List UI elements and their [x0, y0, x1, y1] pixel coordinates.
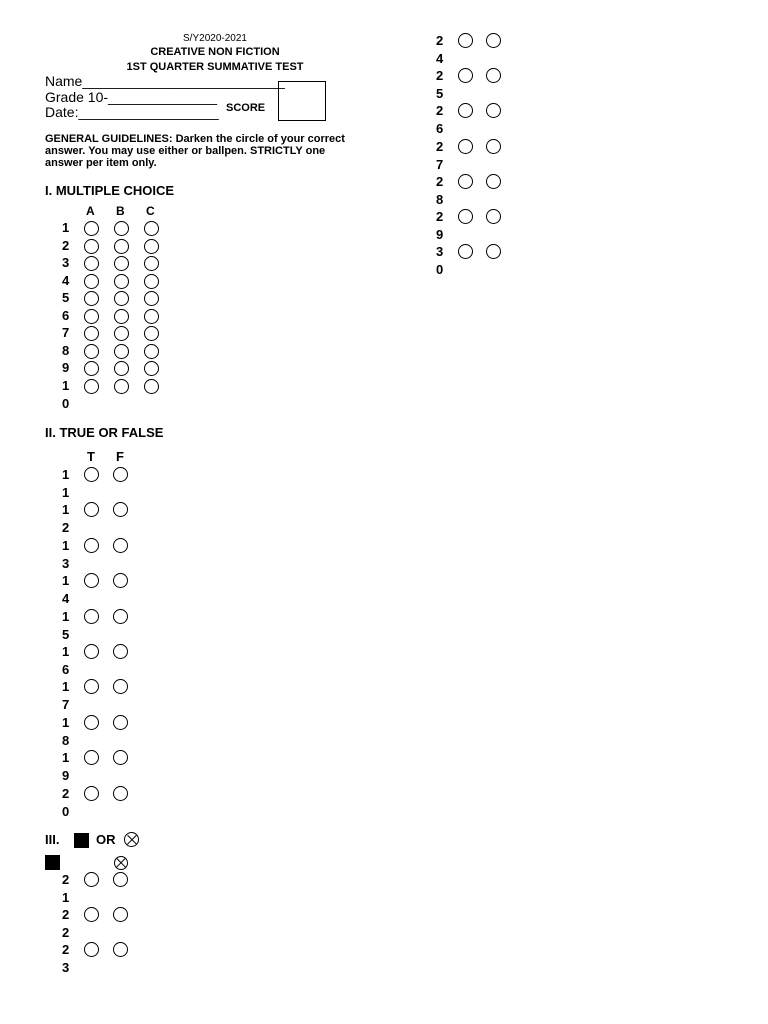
answer-bubble[interactable] — [144, 274, 159, 289]
answer-bubble[interactable] — [114, 326, 129, 341]
score-label: SCORE — [226, 102, 266, 114]
answer-bubble[interactable] — [486, 174, 501, 189]
subject-title: CREATIVE NON FICTION — [150, 46, 280, 58]
answer-bubble[interactable] — [486, 139, 501, 154]
item-number: 1 — [62, 220, 70, 235]
item-number: 2 — [436, 33, 444, 48]
answer-bubble[interactable] — [144, 291, 159, 306]
answer-bubble[interactable] — [114, 256, 129, 271]
answer-bubble[interactable] — [458, 174, 473, 189]
choice-header-f: F — [116, 449, 124, 464]
answer-bubble[interactable] — [458, 103, 473, 118]
answer-bubble[interactable] — [114, 361, 129, 376]
answer-bubble[interactable] — [84, 221, 99, 236]
answer-bubble[interactable] — [486, 209, 501, 224]
item-number: 7 — [62, 325, 70, 340]
answer-bubble[interactable] — [84, 326, 99, 341]
item-number: 9 — [62, 768, 70, 784]
answer-bubble[interactable] — [114, 291, 129, 306]
section-3-prefix: III. — [45, 832, 60, 847]
answer-bubble[interactable] — [113, 538, 128, 553]
item-number: 2 — [62, 925, 70, 940]
answer-bubble[interactable] — [114, 239, 129, 254]
item-number: 1 — [62, 890, 70, 905]
answer-bubble[interactable] — [84, 467, 99, 482]
answer-bubble[interactable] — [113, 573, 128, 588]
item-number: 2 — [436, 138, 444, 154]
answer-bubble[interactable] — [84, 750, 99, 765]
item-number: 2 — [436, 173, 444, 189]
test-title: 1ST QUARTER SUMMATIVE TEST — [126, 61, 304, 73]
filled-square-icon — [74, 833, 89, 848]
circled-x-icon — [124, 832, 139, 847]
item-number: 6 — [62, 662, 70, 677]
answer-bubble[interactable] — [84, 679, 99, 694]
answer-bubble[interactable] — [458, 68, 473, 83]
item-number: 2 — [62, 907, 70, 922]
item-number: 9 — [436, 227, 444, 242]
answer-bubble[interactable] — [84, 502, 99, 517]
choice-header-t: T — [87, 449, 95, 464]
item-number: 2 — [62, 785, 70, 801]
answer-bubble[interactable] — [144, 309, 159, 324]
answer-bubble[interactable] — [84, 786, 99, 801]
item-number: 1 — [62, 502, 70, 518]
answer-bubble[interactable] — [114, 344, 129, 359]
section-3-or: OR — [96, 832, 116, 847]
answer-bubble[interactable] — [144, 256, 159, 271]
answer-bubble[interactable] — [486, 33, 501, 48]
answer-bubble[interactable] — [113, 715, 128, 730]
answer-bubble[interactable] — [84, 715, 99, 730]
item-number: 3 — [62, 555, 70, 571]
answer-bubble[interactable] — [458, 33, 473, 48]
item-number: 2 — [62, 872, 70, 887]
item-number: 1 — [62, 377, 70, 393]
answer-bubble[interactable] — [84, 344, 99, 359]
item-number: 2 — [62, 237, 70, 253]
answer-bubble[interactable] — [84, 256, 99, 271]
item-number: 5 — [62, 626, 70, 642]
answer-bubble[interactable] — [84, 239, 99, 254]
answer-bubble[interactable] — [113, 872, 128, 887]
item-number: 8 — [62, 342, 70, 358]
item-number: 0 — [62, 803, 70, 819]
circled-x-header-icon — [114, 856, 128, 870]
item-number: 4 — [436, 51, 444, 66]
item-number: 1 — [62, 750, 70, 766]
answer-bubble[interactable] — [113, 907, 128, 922]
item-number: 1 — [62, 644, 70, 659]
answer-bubble[interactable] — [486, 244, 501, 259]
answer-bubble[interactable] — [144, 239, 159, 254]
item-number: 2 — [436, 103, 444, 119]
grade-field[interactable]: Grade 10-______________ — [45, 89, 218, 105]
choice-header-b: B — [116, 204, 125, 218]
answer-bubble[interactable] — [84, 309, 99, 324]
choice-header-a: A — [86, 204, 95, 218]
item-number: 2 — [62, 942, 70, 957]
answer-bubble[interactable] — [486, 68, 501, 83]
item-number: 6 — [62, 307, 70, 323]
item-number: 1 — [62, 573, 70, 589]
answer-bubble[interactable] — [84, 538, 99, 553]
answer-bubble[interactable] — [114, 221, 129, 236]
answer-bubble[interactable] — [84, 942, 99, 957]
general-guidelines: GENERAL GUIDELINES: Darken the circle of your correct answer. You may use either or ballpen. STRICTLY one answer per item only. — [45, 133, 345, 169]
answer-bubble[interactable] — [113, 942, 128, 957]
item-number: 1 — [62, 485, 70, 500]
item-number: 4 — [62, 272, 70, 288]
answer-bubble[interactable] — [113, 644, 128, 659]
school-year: S/Y2020-2021 — [183, 33, 247, 44]
item-number: 1 — [62, 467, 70, 482]
score-box[interactable] — [278, 81, 326, 121]
answer-bubble[interactable] — [144, 361, 159, 376]
section-2-title: II. TRUE OR FALSE — [45, 425, 164, 440]
answer-bubble[interactable] — [114, 274, 129, 289]
answer-bubble[interactable] — [113, 786, 128, 801]
section-1-title: I. MULTIPLE CHOICE — [45, 183, 175, 198]
answer-bubble[interactable] — [114, 379, 129, 394]
answer-bubble[interactable] — [84, 573, 99, 588]
answer-bubble[interactable] — [113, 609, 128, 624]
answer-bubble[interactable] — [84, 907, 99, 922]
item-number: 0 — [62, 395, 70, 411]
filled-square-header-icon — [45, 855, 60, 870]
item-number: 7 — [436, 156, 444, 172]
item-number: 5 — [436, 86, 444, 102]
answer-bubble[interactable] — [84, 872, 99, 887]
item-number: 1 — [62, 537, 70, 553]
item-number: 9 — [62, 360, 70, 375]
answer-bubble[interactable] — [84, 609, 99, 624]
choice-header-c: C — [146, 204, 155, 218]
answer-bubble[interactable] — [458, 244, 473, 259]
answer-bubble[interactable] — [113, 502, 128, 517]
answer-bubble[interactable] — [144, 344, 159, 359]
item-number: 5 — [62, 290, 70, 305]
answer-bubble[interactable] — [113, 750, 128, 765]
answer-bubble[interactable] — [144, 326, 159, 341]
answer-bubble[interactable] — [84, 644, 99, 659]
item-number: 6 — [436, 121, 444, 137]
item-number: 0 — [436, 262, 444, 278]
item-number: 1 — [62, 608, 70, 624]
item-number: 1 — [62, 679, 70, 695]
item-number: 7 — [62, 697, 70, 713]
answer-bubble[interactable] — [84, 291, 99, 306]
item-number: 2 — [436, 68, 444, 84]
date-field[interactable]: Date:__________________ — [45, 104, 219, 120]
answer-bubble[interactable] — [486, 103, 501, 118]
answer-bubble[interactable] — [144, 379, 159, 394]
item-number: 3 — [436, 244, 444, 260]
item-number: 1 — [62, 714, 70, 730]
answer-bubble[interactable] — [458, 139, 473, 154]
answer-bubble[interactable] — [458, 209, 473, 224]
answer-bubble[interactable] — [113, 467, 128, 482]
answer-bubble[interactable] — [84, 274, 99, 289]
answer-bubble[interactable] — [144, 221, 159, 236]
item-number: 2 — [436, 209, 444, 224]
item-number: 2 — [62, 520, 70, 536]
item-number: 3 — [62, 255, 70, 270]
name-field[interactable]: Name__________________________ — [45, 73, 285, 89]
answer-bubble[interactable] — [114, 309, 129, 324]
item-number: 3 — [62, 960, 70, 975]
answer-bubble[interactable] — [84, 361, 99, 376]
answer-bubble[interactable] — [84, 379, 99, 394]
item-number: 4 — [62, 591, 70, 607]
answer-bubble[interactable] — [113, 679, 128, 694]
item-number: 8 — [62, 732, 70, 748]
item-number: 8 — [436, 191, 444, 207]
